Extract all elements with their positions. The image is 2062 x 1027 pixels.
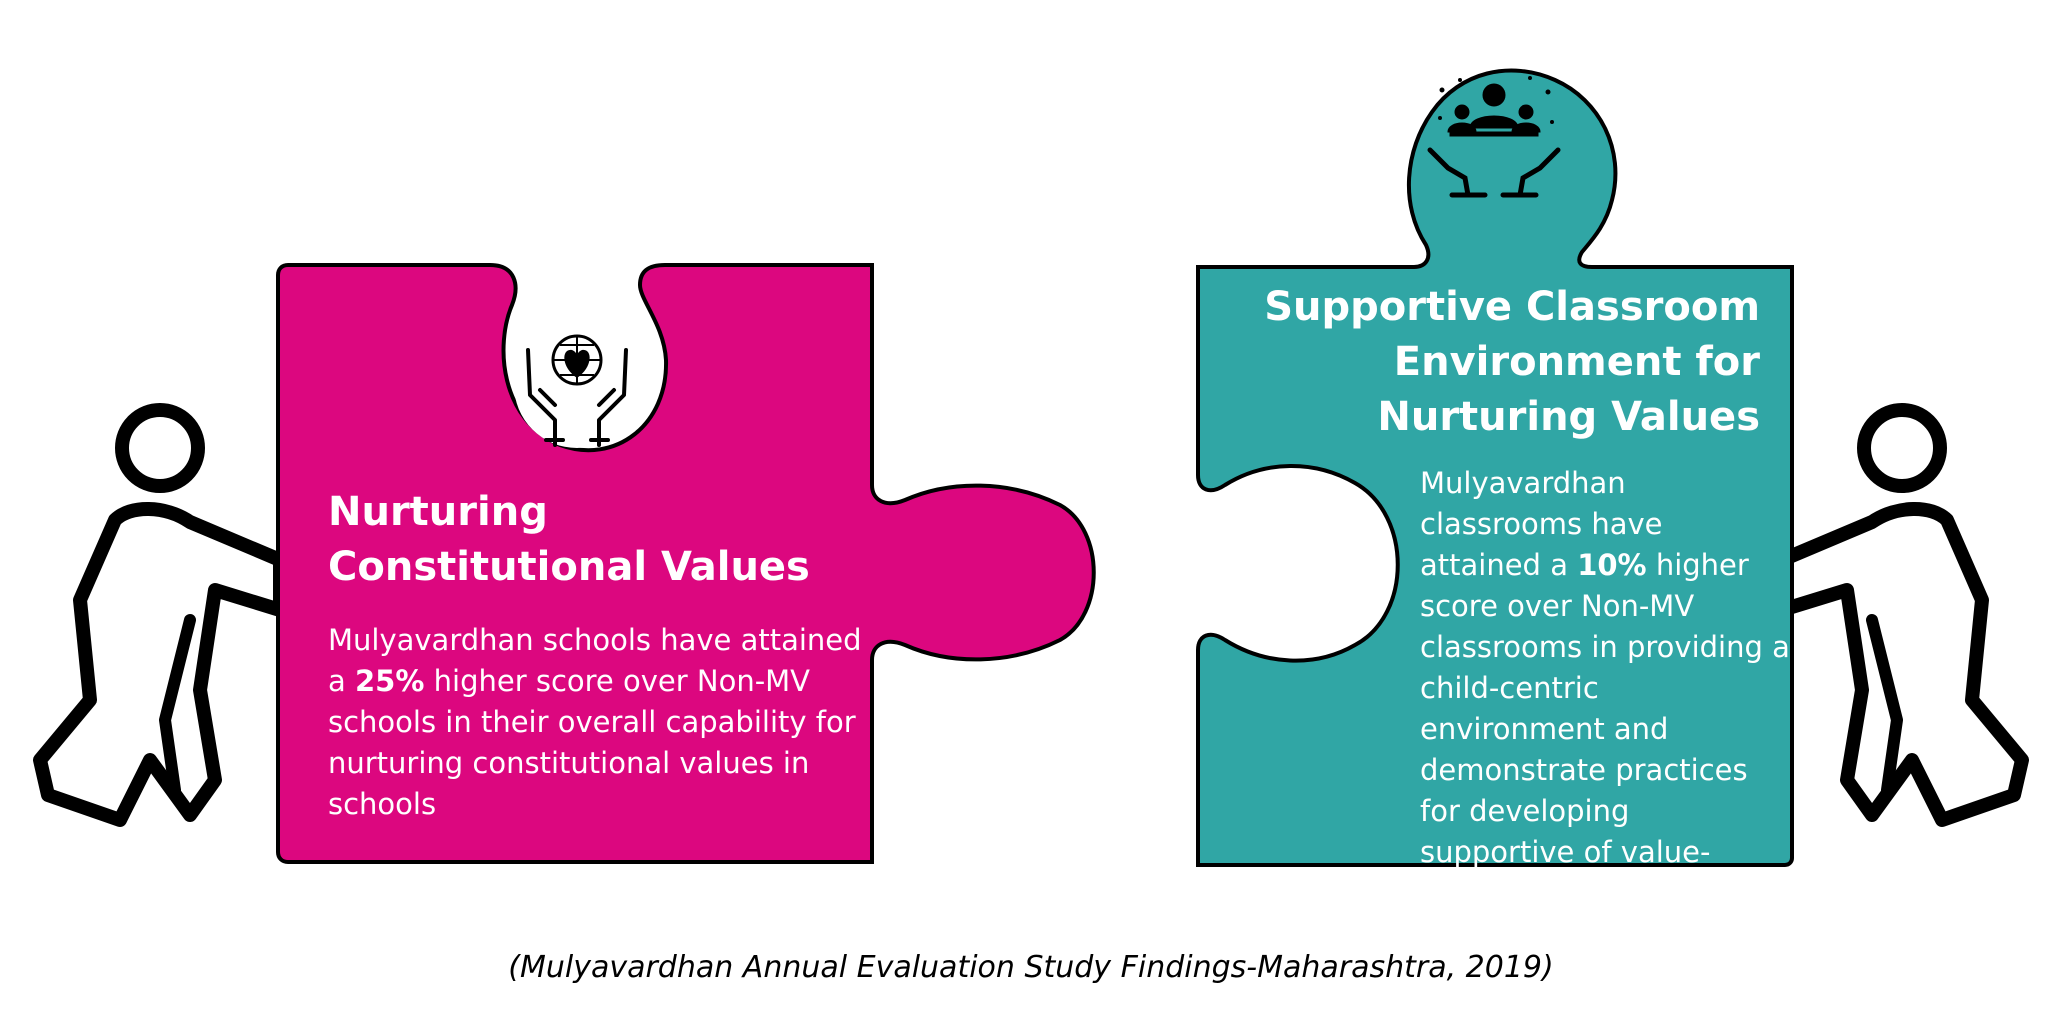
globe-heart-in-hands-icon — [514, 322, 640, 448]
citation: (Mulyavardhan Annual Evaluation Study Findings-Maharashtra, 2019) — [508, 950, 1554, 985]
right-highlight-value: 10% — [1577, 548, 1647, 582]
person-pushing-right-icon — [1782, 410, 2022, 820]
right-body-text-start: Mulyavardhan classrooms have attained a — [1420, 466, 1663, 582]
left-body-text-start: Mulyavardhan schools have attained a — [328, 623, 862, 698]
right-body-text-end: higher score over Non-MV classrooms in providing a child-centric environment and demonstrate practices for developing supportive of value-related competencies — [1420, 548, 1790, 910]
left-body-text-end: higher score over Non-MV schools in their overall capability for nurturing constitutional values in schools — [328, 664, 856, 821]
right-piece-title: Supportive Classroom Environment for Nurturing Values — [1264, 284, 1760, 440]
left-highlight-value: 25% — [355, 664, 425, 698]
left-piece-title: Nurturing Constitutional Values — [328, 489, 810, 590]
right-piece-body — [1420, 463, 1790, 914]
person-pushing-left-icon — [40, 410, 280, 820]
left-piece-body — [328, 620, 888, 825]
